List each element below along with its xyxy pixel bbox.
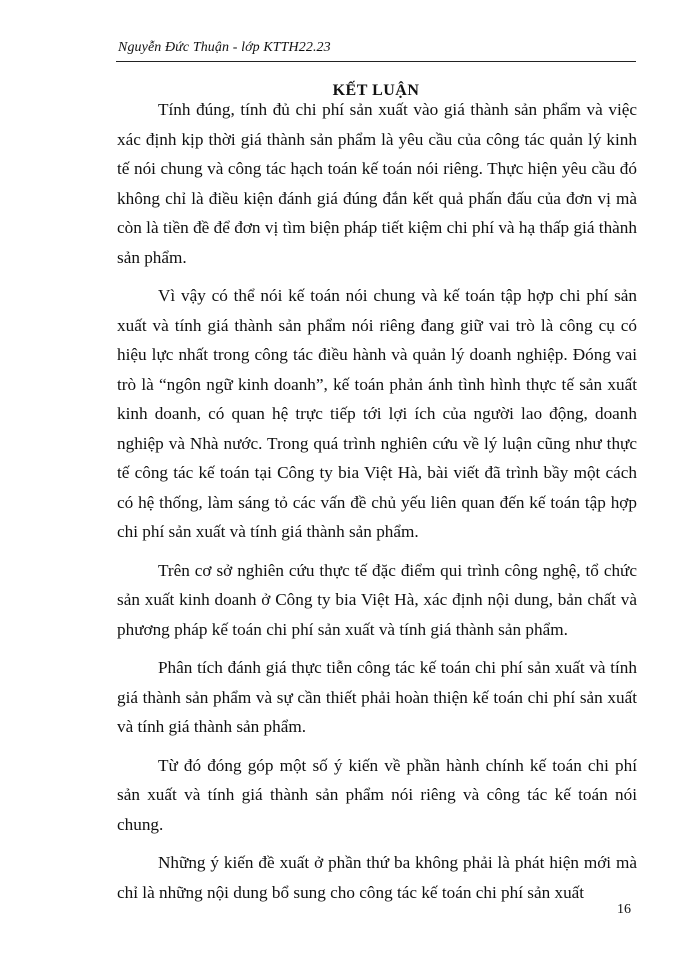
paragraph-4: Phân tích đánh giá thực tiễn công tác kế toán chi phí sản xuất và tính giá thành sản phẩm và sự cần thiết phải hoàn thiện kế toán chi phí sản xuất và tính giá thành sản phẩm. <box>117 658 637 736</box>
paragraph-2: Vì vậy có thể nói kế toán nói chung và kế toán tập hợp chi phí sản xuất và tính giá thành sản phẩm nói riêng đang giữ vai trò là công cụ có hiệu lực nhất trong công tác điều hành và quản lý doanh nghiệp. Đóng vai trò là “ngôn ngữ kinh doanh”, kế toán phản ánh tình hình thực tế sản xuất kinh doanh, có quan hệ trực tiếp tới lợi ích của người lao động, doanh nghiệp và Nhà nước. Trong quá trình nghiên cứu về lý luận cũng như thực tế công tác kế toán tại Công ty bia Việt Hà, bài viết đã trình bầy một cách có hệ thống, làm sáng tỏ các vấn đề chủ yếu liên quan đến kế toán tập hợp chi phí sản xuất và tính giá thành sản phẩm. <box>117 286 637 541</box>
header-divider <box>116 61 636 62</box>
paragraph-5: Từ đó đóng góp một số ý kiến về phần hành chính kế toán chi phí sản xuất và tính giá thành sản phẩm nói riêng và công tác kế toán nói chung. <box>117 755 637 834</box>
page-number: 16 <box>617 902 631 917</box>
paragraph-3: Trên cơ sở nghiên cứu thực tế đặc điểm qui trình công nghệ, tổ chức sản xuất kinh doanh ở Công ty bia Việt Hà, xác định nội dung, bản chất và phương pháp kế toán chi phí sản xuất và tính giá thành sản phẩm. <box>117 560 637 639</box>
page-header-author: Nguyễn Đức Thuận - lớp KTTH22.23 <box>118 40 331 55</box>
section-title: KẾT LUẬN <box>332 82 420 99</box>
document-body <box>117 95 637 916</box>
paragraph-1: Tính đúng, tính đủ chi phí sản xuất vào giá thành sản phẩm và việc xác định kịp thời giá thành sản phẩm là yêu cầu của công tác quản lý kinh tế nói chung và công tác hạch toán kế toán nói riêng. Thực hiện yêu cầu đó không chỉ là điều kiện đánh giá đúng đắn kết quả phấn đấu của đơn vị mà còn là tiền đề để đơn vị tìm biện pháp tiết kiệm chi phí và hạ thấp giá thành sản phẩm. <box>117 100 637 267</box>
paragraph-6: Những ý kiến đề xuất ở phần thứ ba không phải là phát hiện mới mà chỉ là những nội dung bổ sung cho công tác kế toán chi phí sản xuất <box>117 853 637 902</box>
